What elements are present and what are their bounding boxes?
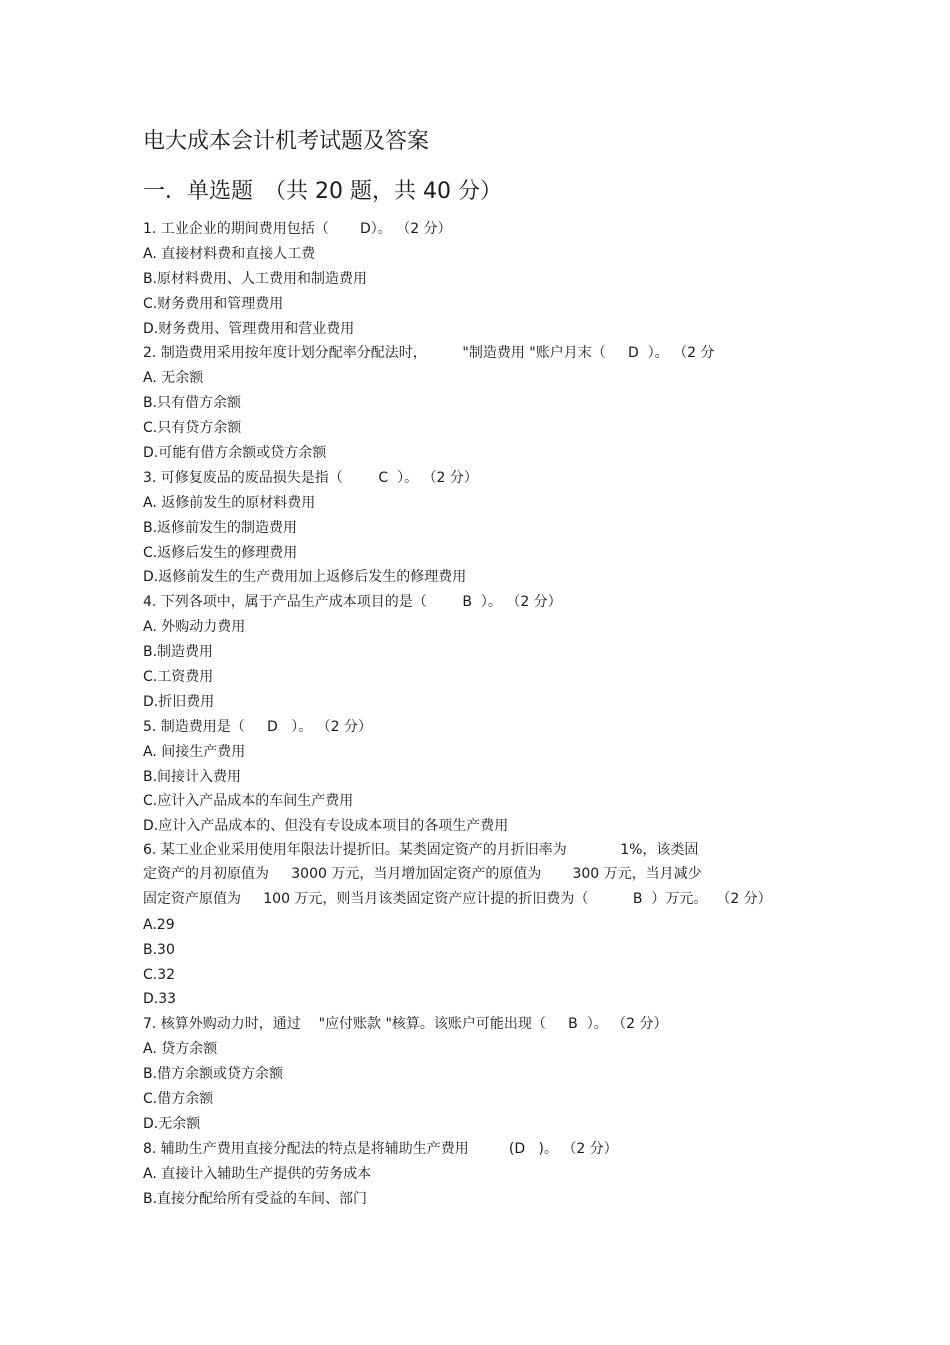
option-line: B.借方余额或贷方余额 xyxy=(143,1066,284,1083)
option-line: A.29 xyxy=(143,916,175,933)
option-line: B.原材料费用、人工费用和制造费用 xyxy=(143,270,368,287)
option-line: A. 贷方余额 xyxy=(143,1041,218,1058)
question-line: 7. 核算外购动力时，通过 "应付账款 "核算。该账户可能出现（ B ）。 （2 分） xyxy=(143,1016,668,1033)
question-line-continued: 定资产的月初原值为 3000 万元，当月增加固定资产的原值为 300 万元，当月减少 xyxy=(143,865,702,882)
question-line: 1. 工业企业的期间费用包括（ D）。 （2 分） xyxy=(143,221,452,237)
option-line: D.应计入产品成本的、但没有专设成本项目的各项生产费用 xyxy=(143,818,509,835)
option-line: B.只有借方余额 xyxy=(143,395,242,412)
option-line: C.32 xyxy=(143,966,176,983)
document-title: 电大成本会计机考试题及答案 xyxy=(143,129,430,154)
question-line: 4. 下列各项中，属于产品生产成本项目的是（ B ）。 （2 分） xyxy=(143,594,562,611)
question-line-continued: 固定资产原值为 100 万元，则当月该类固定资产应计提的折旧费为（ B ）万元。 （2 分） xyxy=(143,891,772,908)
question-line: 8. 辅助生产费用直接分配法的特点是将辅助生产费用 (D )。 （2 分） xyxy=(143,1140,618,1157)
option-line: D.无余额 xyxy=(143,1115,201,1132)
option-line: C.只有贷方余额 xyxy=(143,420,242,437)
option-line: C.借方余额 xyxy=(143,1091,214,1107)
option-line: D.可能有借方余额或贷方余额 xyxy=(143,445,327,462)
option-line: B.间接计入费用 xyxy=(143,768,242,785)
option-line: A. 无余额 xyxy=(143,370,204,387)
option-line: A. 直接材料费和直接人工费 xyxy=(143,245,316,262)
option-line: D.折旧费用 xyxy=(143,693,215,710)
question-line: 3. 可修复废品的废品损失是指（ C ）。 （2 分） xyxy=(143,469,478,486)
option-line: B.直接分配给所有受益的车间、部门 xyxy=(143,1190,368,1207)
option-line: A. 直接计入辅助生产提供的劳务成本 xyxy=(143,1165,372,1182)
question-line: 5. 制造费用是（ D ）。 （2 分） xyxy=(143,718,372,735)
option-line: A. 外购动力费用 xyxy=(143,619,246,636)
option-line: C.财务费用和管理费用 xyxy=(143,295,284,312)
option-line: C.工资费用 xyxy=(143,669,214,686)
option-line: B.制造费用 xyxy=(143,644,214,661)
question-line: 6. 某工业企业采用使用年限法计提折旧。某类固定资产的月折旧率为 1%，该类固 xyxy=(143,842,699,859)
option-line: D.33 xyxy=(143,991,177,1008)
option-line: C.应计入产品成本的车间生产费用 xyxy=(143,793,354,810)
option-line: A. 间接生产费用 xyxy=(143,743,246,760)
question-line: 2. 制造费用采用按年度计划分配率分配法时， "制造费用 "账户月末（ D ）。 （2 分 xyxy=(143,345,715,362)
question-list xyxy=(143,217,843,1211)
option-line: D.返修前发生的生产费用加上返修后发生的修理费用 xyxy=(143,569,467,586)
option-line: D.财务费用、管理费用和营业费用 xyxy=(143,320,355,337)
section-heading: 一．单选题 （共 20 题，共 40 分） xyxy=(143,179,502,204)
option-line: A. 返修前发生的原材料费用 xyxy=(143,494,316,511)
option-line: B.返修前发生的制造费用 xyxy=(143,519,298,536)
option-line: C.返修后发生的修理费用 xyxy=(143,544,298,561)
option-line: B.30 xyxy=(143,941,175,958)
